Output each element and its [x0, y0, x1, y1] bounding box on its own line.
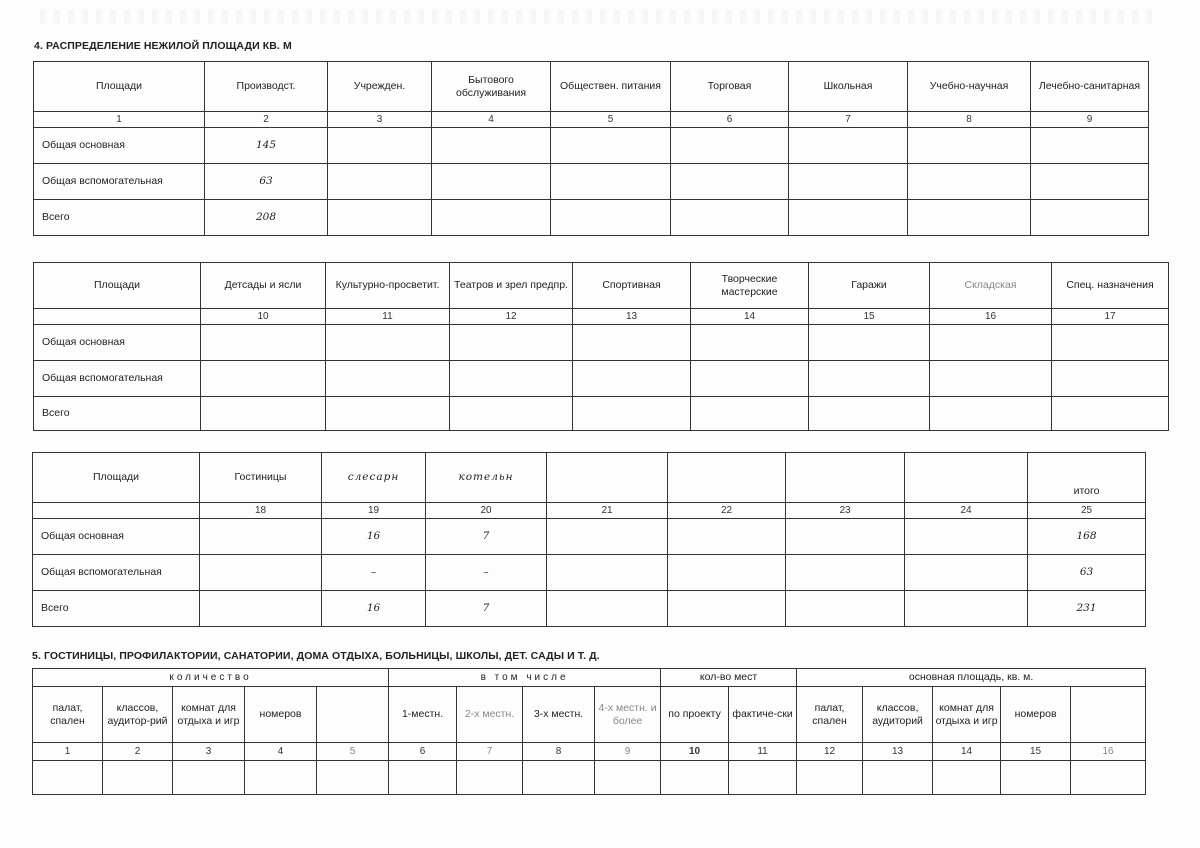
table-cell: [691, 325, 809, 361]
table-cell: [573, 397, 691, 431]
table2-header: Спортивная: [573, 263, 691, 309]
column-number: 21: [547, 503, 668, 519]
row-label: Всего: [34, 397, 201, 431]
group-header: количество: [33, 669, 389, 687]
table-cell: [661, 761, 729, 795]
table-cell: [245, 761, 317, 795]
row-label: Общая вспомогательная: [34, 164, 205, 200]
group-header: кол-во мест: [661, 669, 797, 687]
table-cell: [668, 519, 786, 555]
table-row: [34, 128, 1149, 164]
column-number: 9: [595, 743, 661, 761]
table-cell: [547, 591, 668, 627]
table-cell: [432, 164, 551, 200]
column-number: 11: [326, 309, 450, 325]
column-header: 1-местн.: [389, 687, 457, 743]
column-number: 17: [1052, 309, 1169, 325]
handwritten-value: 63: [205, 164, 328, 200]
table2-header: Культурно-просветит.: [326, 263, 450, 309]
table1-header: Обществен. питания: [551, 62, 671, 112]
handwritten-value: 145: [205, 128, 328, 164]
table-cell: [200, 591, 322, 627]
table-cell: [786, 591, 905, 627]
table1-header: Производст.: [205, 62, 328, 112]
table-cell: [326, 361, 450, 397]
table3-header: Гостиницы: [200, 453, 322, 503]
table-cell: [200, 555, 322, 591]
table-cell: [389, 761, 457, 795]
table1-header: Школьная: [789, 62, 908, 112]
table-cell: [930, 397, 1052, 431]
table3-header: итого: [1028, 453, 1146, 503]
sub-header-row: [33, 687, 1146, 743]
column-number: 14: [933, 743, 1001, 761]
row-label: Всего: [33, 591, 200, 627]
column-number: 12: [797, 743, 863, 761]
column-header: 3-х местн.: [523, 687, 595, 743]
column-number: 14: [691, 309, 809, 325]
table-cell: [33, 761, 103, 795]
column-number: 16: [1071, 743, 1146, 761]
table-cell: [930, 325, 1052, 361]
column-header: номеров: [245, 687, 317, 743]
table-cell: [1001, 761, 1071, 795]
column-number: 10: [661, 743, 729, 761]
table-cell: [523, 761, 595, 795]
table3-header: [905, 453, 1028, 503]
table-cell: [328, 200, 432, 236]
table1-header: Торговая: [671, 62, 789, 112]
table-cell: [103, 761, 173, 795]
table-cell: [905, 591, 1028, 627]
table-cell: [547, 519, 668, 555]
column-number: 15: [1001, 743, 1071, 761]
handwritten-value: 208: [205, 200, 328, 236]
table-cell: [317, 761, 389, 795]
table-cell: [573, 361, 691, 397]
section4-title: 4. РАСПРЕДЕЛЕНИЕ НЕЖИЛОЙ ПЛОЩАДИ КВ. М: [34, 40, 292, 52]
table2-number-row: [34, 309, 1169, 325]
handwritten-header: слесарн: [322, 453, 426, 503]
table-cell: [432, 200, 551, 236]
table1-header: Лечебно-санитарная: [1031, 62, 1149, 112]
column-header: палат, спален: [33, 687, 103, 743]
table-cell: [201, 325, 326, 361]
table-cell: [668, 555, 786, 591]
table-cell: [809, 325, 930, 361]
table-cell: [201, 397, 326, 431]
table3-corner: Площади: [33, 453, 200, 503]
handwritten-value: 16: [322, 519, 426, 555]
column-number-empty: [34, 309, 201, 325]
column-header: 4-х местн. и более: [595, 687, 661, 743]
column-number: 25: [1028, 503, 1146, 519]
table1-header: Бытового обслуживания: [432, 62, 551, 112]
table-nonresidential-1: [33, 61, 1149, 236]
table2-corner: Площади: [34, 263, 201, 309]
column-header: 2-х местн.: [457, 687, 523, 743]
table-row: [33, 555, 1146, 591]
table3-header: [547, 453, 668, 503]
column-number: 12: [450, 309, 573, 325]
table-cell: [908, 200, 1031, 236]
table-cell: [789, 128, 908, 164]
column-number: 15: [809, 309, 930, 325]
table-cell: [905, 555, 1028, 591]
column-number: 22: [668, 503, 786, 519]
table-cell: [1031, 200, 1149, 236]
column-number: 5: [317, 743, 389, 761]
handwritten-value: 7: [426, 591, 547, 627]
column-number: 23: [786, 503, 905, 519]
table-cell: [1052, 397, 1169, 431]
table-cell: [173, 761, 245, 795]
column-number: 20: [426, 503, 547, 519]
table2-header: Складская: [930, 263, 1052, 309]
table-cell: [1052, 361, 1169, 397]
section5-title: 5. ГОСТИНИЦЫ, ПРОФИЛАКТОРИИ, САНАТОРИИ, ДОМА ОТДЫХА, БОЛЬНИЦЫ, ШКОЛЫ, ДЕТ. САДЫ И Т. Д.: [32, 650, 600, 662]
handwritten-value: 168: [1028, 519, 1146, 555]
column-header: [1071, 687, 1146, 743]
row-label: Общая вспомогательная: [33, 555, 200, 591]
table-cell: [908, 128, 1031, 164]
table-cell: [789, 200, 908, 236]
column-number: 1: [33, 743, 103, 761]
table-row: [33, 591, 1146, 627]
column-number: 6: [389, 743, 457, 761]
table1-header: Учрежден.: [328, 62, 432, 112]
table1-number-row: [34, 112, 1149, 128]
group-header: в том числе: [389, 669, 661, 687]
table-cell: [551, 128, 671, 164]
table-cell: [450, 325, 573, 361]
table-cell: [1071, 761, 1146, 795]
table-cell: [328, 128, 432, 164]
column-number: 6: [671, 112, 789, 128]
column-header: фактиче-ски: [729, 687, 797, 743]
column-header: классов, аудитор-рий: [103, 687, 173, 743]
column-header: палат, спален: [797, 687, 863, 743]
table2-header: Театров и зрел предпр.: [450, 263, 573, 309]
handwritten-value: 63: [1028, 555, 1146, 591]
table3-header: [668, 453, 786, 503]
table-cell: [573, 325, 691, 361]
table-cell: [432, 128, 551, 164]
table-cell: [1052, 325, 1169, 361]
table-cell: [201, 361, 326, 397]
table-nonresidential-3: [32, 452, 1146, 627]
table-cell: [863, 761, 933, 795]
column-number-empty: [33, 503, 200, 519]
table-row: [33, 761, 1146, 795]
table-cell: [547, 555, 668, 591]
table-row: [34, 325, 1169, 361]
table2-header: Творческие мастерские: [691, 263, 809, 309]
table-cell: [668, 591, 786, 627]
column-number: 8: [908, 112, 1031, 128]
handwritten-value: 231: [1028, 591, 1146, 627]
table1-header-row: [34, 62, 1149, 112]
row-label: Всего: [34, 200, 205, 236]
table-cell: [671, 200, 789, 236]
table-row: [34, 200, 1149, 236]
column-number: 2: [205, 112, 328, 128]
row-label: Общая основная: [34, 128, 205, 164]
column-number: 4: [245, 743, 317, 761]
row-label: Общая основная: [33, 519, 200, 555]
column-header: комнат для отдыха и игр: [933, 687, 1001, 743]
handwritten-header: котельн: [426, 453, 547, 503]
table-cell: [905, 519, 1028, 555]
table3-header-row: [33, 453, 1146, 503]
table-cell: [729, 761, 797, 795]
table-cell: [908, 164, 1031, 200]
table-cell: [200, 519, 322, 555]
table2-header: Детсады и ясли: [201, 263, 326, 309]
table-cell: [786, 555, 905, 591]
column-number: 24: [905, 503, 1028, 519]
column-header: комнат для отдыха и игр: [173, 687, 245, 743]
table-cell: [457, 761, 523, 795]
table-cell: [450, 361, 573, 397]
table-cell: [1031, 128, 1149, 164]
table3-number-row: [33, 503, 1146, 519]
table3-header: [786, 453, 905, 503]
table-cell: [809, 397, 930, 431]
table-cell: [671, 128, 789, 164]
table-row: [34, 164, 1149, 200]
column-number: 3: [173, 743, 245, 761]
table-row: [34, 361, 1169, 397]
table-cell: [809, 361, 930, 397]
column-header: номеров: [1001, 687, 1071, 743]
table1-corner: Площади: [34, 62, 205, 112]
column-number: 8: [523, 743, 595, 761]
column-number: 13: [573, 309, 691, 325]
table-facilities: [32, 668, 1146, 795]
table-cell: [671, 164, 789, 200]
column-number: 7: [789, 112, 908, 128]
table-cell: [326, 397, 450, 431]
table-cell: [786, 519, 905, 555]
column-number: 13: [863, 743, 933, 761]
table-row: [33, 519, 1146, 555]
column-number: 5: [551, 112, 671, 128]
column-number: 3: [328, 112, 432, 128]
table-cell: [789, 164, 908, 200]
column-number: 10: [201, 309, 326, 325]
column-number: 16: [930, 309, 1052, 325]
table2-header: Гаражи: [809, 263, 930, 309]
table-cell: [1031, 164, 1149, 200]
table-cell: [551, 200, 671, 236]
column-number: 11: [729, 743, 797, 761]
handwritten-value: 16: [322, 591, 426, 627]
table-cell: [595, 761, 661, 795]
column-header: классов, аудиторий: [863, 687, 933, 743]
table-cell: [326, 325, 450, 361]
group-header-row: [33, 669, 1146, 687]
table2-header-row: [34, 263, 1169, 309]
group-header: основная площадь, кв. м.: [797, 669, 1146, 687]
column-header: по проекту: [661, 687, 729, 743]
table-cell: [930, 361, 1052, 397]
table-nonresidential-2: [33, 262, 1169, 431]
table-cell: [328, 164, 432, 200]
column-number: 2: [103, 743, 173, 761]
column-header: [317, 687, 389, 743]
table-cell: [691, 361, 809, 397]
table-cell: [797, 761, 863, 795]
handwritten-value: –: [322, 555, 426, 591]
column-number: 19: [322, 503, 426, 519]
column-number: 1: [34, 112, 205, 128]
handwritten-value: 7: [426, 519, 547, 555]
scan-noise-strip: [40, 10, 1160, 24]
table-cell: [551, 164, 671, 200]
column-number: 7: [457, 743, 523, 761]
table-cell: [933, 761, 1001, 795]
table1-header: Учебно-научная: [908, 62, 1031, 112]
column-number: 9: [1031, 112, 1149, 128]
number-row: [33, 743, 1146, 761]
table-cell: [450, 397, 573, 431]
row-label: Общая основная: [34, 325, 201, 361]
table2-header: Спец. назначения: [1052, 263, 1169, 309]
column-number: 4: [432, 112, 551, 128]
handwritten-value: –: [426, 555, 547, 591]
column-number: 18: [200, 503, 322, 519]
table-row: [34, 397, 1169, 431]
table-cell: [691, 397, 809, 431]
row-label: Общая вспомогательная: [34, 361, 201, 397]
